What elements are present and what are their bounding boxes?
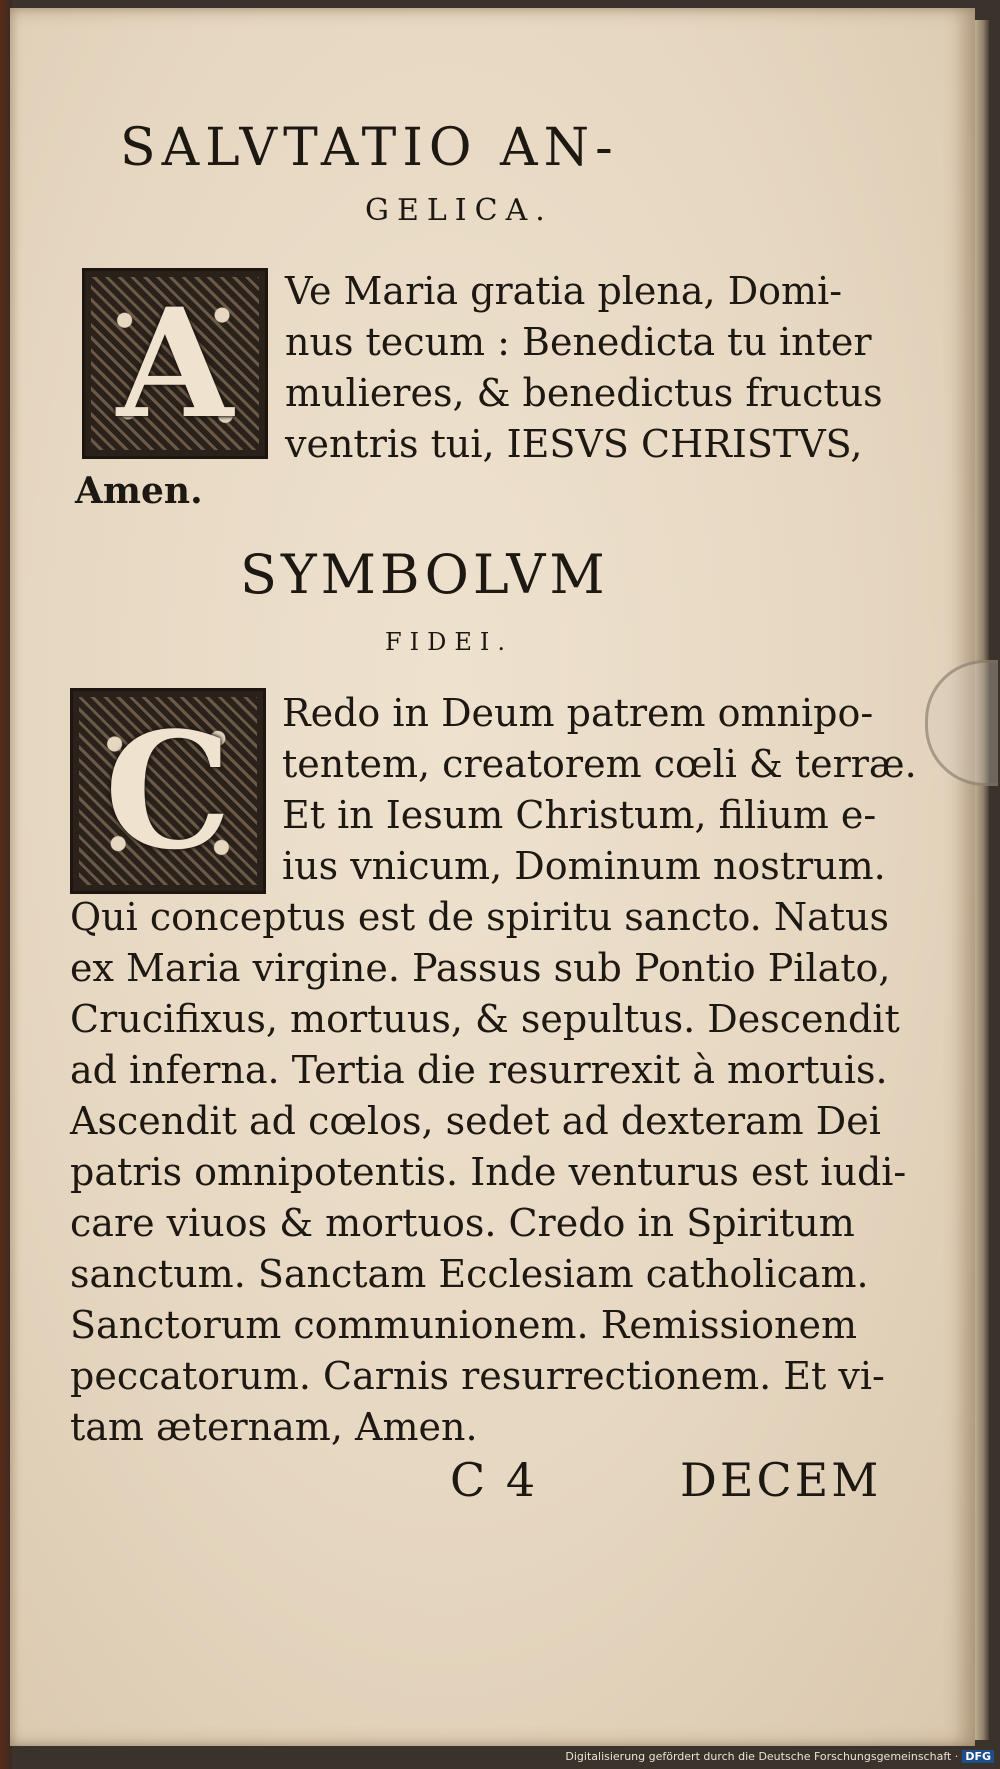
- text-line: tam æternam, Amen.: [70, 1405, 478, 1449]
- text-line: Sanctorum communionem. Remissionem: [70, 1303, 858, 1347]
- footer-credit: Digitalisierung gefördert durch die Deutsche Forschungsgemeinschaft ·: [565, 1750, 959, 1763]
- catchline: [450, 1453, 881, 1507]
- book-page: [10, 8, 975, 1746]
- text-line: Qui conceptus est de spiritu sancto. Natus: [70, 895, 889, 939]
- text-line: peccatorum. Carnis resurrectionem. Et vi-: [70, 1354, 885, 1398]
- text-line: ex Maria virgine. Passus sub Pontio Pilato,: [70, 946, 891, 990]
- decorated-initial-c: [70, 688, 266, 894]
- text-line: patris omnipotentis. Inde venturus est iudi-: [70, 1150, 907, 1194]
- text-line: ius vnicum, Dominum nostrum.: [282, 844, 886, 888]
- text-line: Et in Iesum Christum, filium e-: [282, 793, 877, 837]
- dfg-logo: DFG: [962, 1750, 994, 1763]
- text-line: Ve Maria gratia plena, Domi-: [285, 269, 843, 313]
- text-line: Ascendit ad cœlos, sedet ad dexteram Dei: [70, 1099, 881, 1143]
- digitization-footer: [565, 1750, 994, 1763]
- text-line: ad inferna. Tertia die resurrexit à mortuis.: [70, 1048, 888, 1092]
- text-line: Crucifixus, mortuus, & sepultus. Descendit: [70, 997, 900, 1041]
- text-line: Redo in Deum patrem omnipo-: [282, 691, 874, 735]
- text-line: mulieres, & benedictus fructus: [285, 371, 883, 415]
- decorated-initial-a: [82, 268, 268, 459]
- text-line: care viuos & mortuos. Credo in Spiritum: [70, 1201, 855, 1245]
- initial-letter: A: [116, 275, 234, 452]
- text-line: ventris tui, IESVS CHRISTVS,: [285, 422, 863, 466]
- heading-symbolum-line1: SYMBOLVM: [240, 543, 609, 606]
- initial-letter: C: [104, 697, 232, 885]
- signature-mark: C 4: [450, 1453, 539, 1507]
- catchword: DECEM: [680, 1453, 882, 1507]
- heading-salutatio-line2: GELICA.: [365, 193, 553, 228]
- text-line: nus tecum : Benedicta tu inter: [285, 320, 872, 364]
- text-line: tentem, creatorem cœli & terræ.: [282, 742, 917, 786]
- heading-salutatio-line1: SALVTATIO AN-: [120, 118, 619, 178]
- page-stack-edge: [975, 20, 989, 1740]
- text-line: sanctum. Sanctam Ecclesiam catholicam.: [70, 1252, 869, 1296]
- ave-maria-closing: Amen.: [75, 470, 203, 512]
- heading-symbolum-line2: FIDEI.: [385, 628, 514, 656]
